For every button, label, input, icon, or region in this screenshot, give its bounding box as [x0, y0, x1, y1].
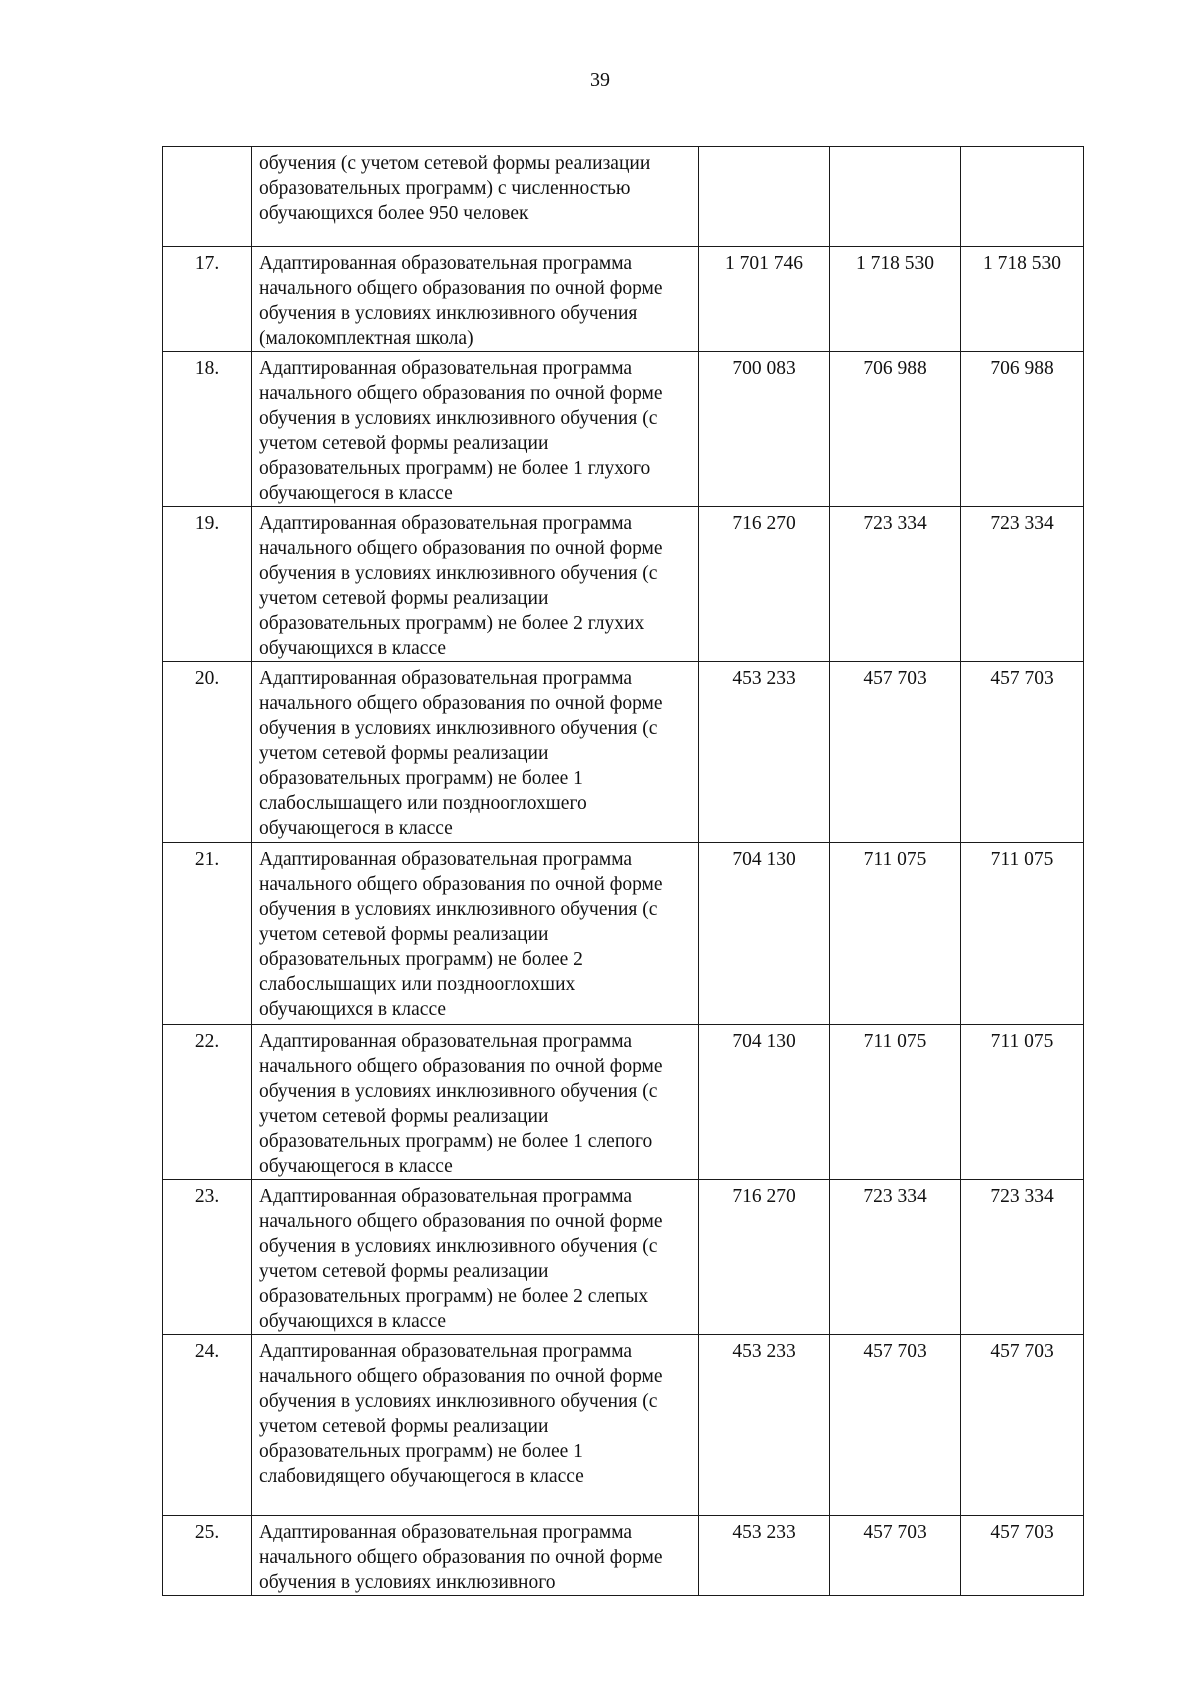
- row-value-3: 723 334: [961, 1180, 1084, 1335]
- table-row: [163, 147, 1084, 247]
- row-value-2: 711 075: [830, 1025, 961, 1180]
- table-row: [163, 1335, 1084, 1516]
- row-value-2: 711 075: [830, 843, 961, 1025]
- row-description: Адаптированная образовательная программа начального общего образования по очной форме обучения в условиях инклюзивного обучения (с учетом сетевой формы реализации образовательных программ) не более 2 слепых обучающихся в классе: [252, 1180, 699, 1335]
- row-value-3: 457 703: [961, 1335, 1084, 1516]
- row-description: обучения (с учетом сетевой формы реализации образовательных программ) с численностью обучающихся более 950 человек: [252, 147, 699, 247]
- row-value-2: 1 718 530: [830, 247, 961, 352]
- row-description: Адаптированная образовательная программа начального общего образования по очной форме обучения в условиях инклюзивного обучения (с учетом сетевой формы реализации образовательных программ) не более 2 слабослышащих или позднооглохших обучающихся в классе: [252, 843, 699, 1025]
- row-description: Адаптированная образовательная программа начального общего образования по очной форме обучения в условиях инклюзивного: [252, 1516, 699, 1596]
- table-row: [163, 1180, 1084, 1335]
- row-number: 25.: [163, 1516, 252, 1596]
- row-value-1: 453 233: [699, 1516, 830, 1596]
- row-description: Адаптированная образовательная программа начального общего образования по очной форме обучения в условиях инклюзивного обучения (с учетом сетевой формы реализации образовательных программ) не более 1 слабослышащего или позднооглохшего обучающегося в классе: [252, 662, 699, 843]
- row-value-2: 457 703: [830, 1516, 961, 1596]
- row-number: 22.: [163, 1025, 252, 1180]
- row-value-3: 1 718 530: [961, 247, 1084, 352]
- row-number: 17.: [163, 247, 252, 352]
- row-value-3: 457 703: [961, 662, 1084, 843]
- table-row: [163, 843, 1084, 1025]
- row-description: Адаптированная образовательная программа начального общего образования по очной форме обучения в условиях инклюзивного обучения (с учетом сетевой формы реализации образовательных программ) не более 1 слепого обучающегося в классе: [252, 1025, 699, 1180]
- table-row: [163, 1025, 1084, 1180]
- row-value-1: 716 270: [699, 1180, 830, 1335]
- table-row: [163, 1516, 1084, 1596]
- row-value-2: 706 988: [830, 352, 961, 507]
- row-value-1: 453 233: [699, 662, 830, 843]
- row-value-1: 700 083: [699, 352, 830, 507]
- row-description: Адаптированная образовательная программа начального общего образования по очной форме обучения в условиях инклюзивного обучения (малокомплектная школа): [252, 247, 699, 352]
- row-value-1: 704 130: [699, 1025, 830, 1180]
- page-number: 39: [590, 69, 610, 91]
- row-value-3: 457 703: [961, 1516, 1084, 1596]
- row-value-1: 704 130: [699, 843, 830, 1025]
- row-description: Адаптированная образовательная программа начального общего образования по очной форме обучения в условиях инклюзивного обучения (с учетом сетевой формы реализации образовательных программ) не более 2 глухих обучающихся в классе: [252, 507, 699, 662]
- row-value-2: 457 703: [830, 662, 961, 843]
- row-value-2: 723 334: [830, 1180, 961, 1335]
- row-description: Адаптированная образовательная программа начального общего образования по очной форме обучения в условиях инклюзивного обучения (с учетом сетевой формы реализации образовательных программ) не более 1 глухого обучающегося в классе: [252, 352, 699, 507]
- row-number: 19.: [163, 507, 252, 662]
- row-number: 21.: [163, 843, 252, 1025]
- row-value-3: 723 334: [961, 507, 1084, 662]
- row-number: 23.: [163, 1180, 252, 1335]
- tariff-table: [162, 146, 1084, 1596]
- table-row: [163, 247, 1084, 352]
- row-value-1: 453 233: [699, 1335, 830, 1516]
- row-value-2: 457 703: [830, 1335, 961, 1516]
- table-row: [163, 352, 1084, 507]
- table-row: [163, 662, 1084, 843]
- row-value-3: 706 988: [961, 352, 1084, 507]
- row-value-1: 716 270: [699, 507, 830, 662]
- row-number: 20.: [163, 662, 252, 843]
- row-value-3: 711 075: [961, 1025, 1084, 1180]
- row-value-2: [830, 147, 961, 247]
- row-number: [163, 147, 252, 247]
- row-value-3: [961, 147, 1084, 247]
- row-number: 24.: [163, 1335, 252, 1516]
- table-row: [163, 507, 1084, 662]
- row-description: Адаптированная образовательная программа начального общего образования по очной форме обучения в условиях инклюзивного обучения (с учетом сетевой формы реализации образовательных программ) не более 1 слабовидящего обучающегося в классе: [252, 1335, 699, 1516]
- row-value-1: 1 701 746: [699, 247, 830, 352]
- row-value-2: 723 334: [830, 507, 961, 662]
- row-value-3: 711 075: [961, 843, 1084, 1025]
- row-number: 18.: [163, 352, 252, 507]
- row-value-1: [699, 147, 830, 247]
